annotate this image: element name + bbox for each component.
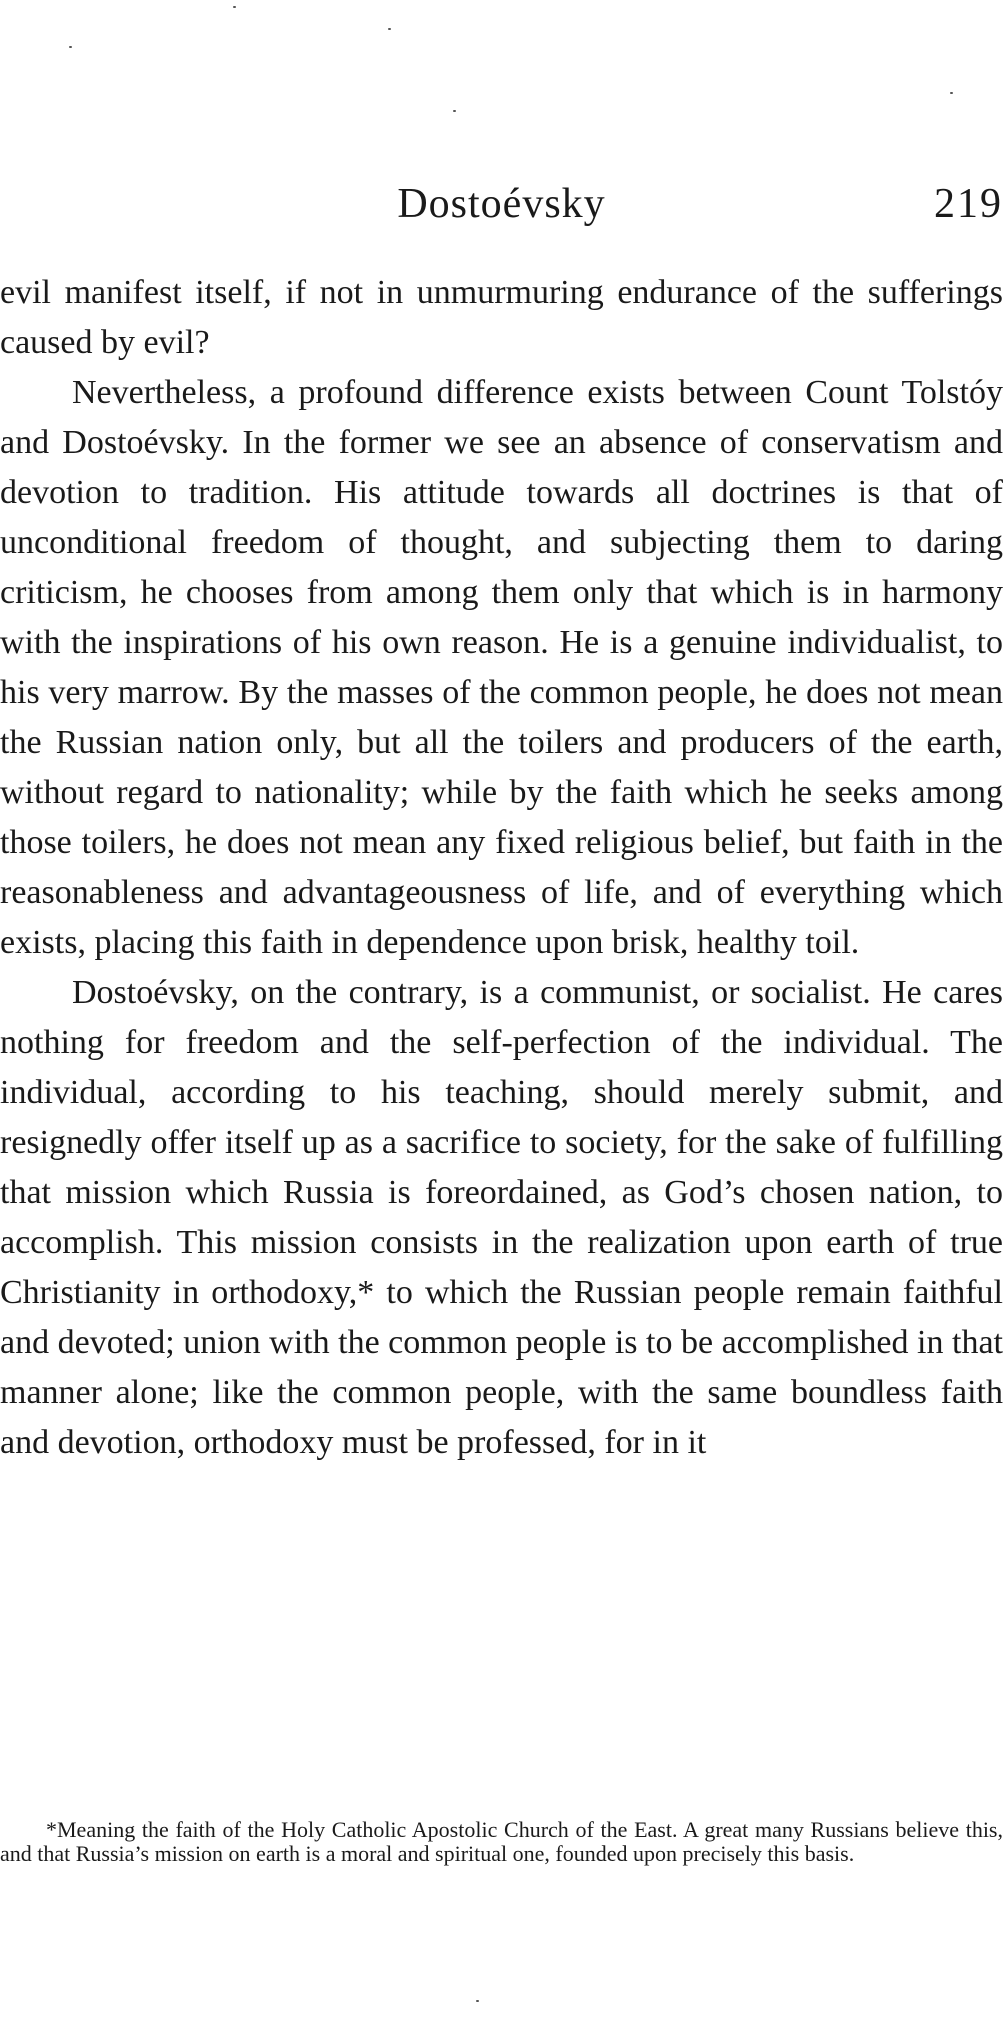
paragraph-continued: evil manifest itself, if not in unmurmuring endurance of the sufferings caused by evil?: [0, 274, 1003, 361]
page-number: 219: [934, 181, 1003, 227]
running-title: Dostoévsky: [397, 181, 606, 227]
paragraph-tolstoy: Nevertheless, a profound difference exists between Count Tolstóy and Dostoévsky. In the former we see an absence of conservatism and devotion to tradition. His attitude towards all doctrines is that of unconditional freedom of thought, and subjecting them to daring criticism, he chooses from among them only that which is in harmony with the inspirations of his own reason. He is a genuine individualist, to his very marrow. By the masses of the common people, he does not mean the Russian nation only, but all the toilers and producers of the earth, without regard to nationality; while by the faith which he seeks among those toilers, he does not mean any fixed religious belief, but faith in the reasonableness and advantageousness of life, and of everything which exists, placing this faith in dependence upon brisk, healthy toil.: [0, 374, 1003, 961]
running-head: [0, 180, 1003, 240]
scan-speck: [233, 6, 236, 8]
scan-speck: [476, 2000, 479, 2002]
scan-speck: [453, 110, 456, 112]
body-text: [0, 268, 1003, 1468]
scan-speck: [388, 28, 391, 30]
scan-speck: [950, 92, 953, 94]
scan-speck: [69, 46, 72, 48]
footnote: *Meaning the faith of the Holy Catholic Apostolic Church of the East. A great many Russians believe this, and that Russia’s mission on earth is a moral and spiritual one, founded upon precisely this basis.: [0, 1817, 1003, 1866]
paragraph-dostoevsky: Dostoévsky, on the contrary, is a communist, or socialist. He cares nothing for freedom and the self-perfection of the individual. The individual, according to his teaching, should merely submit, and resignedly offer itself up as a sacrifice to society, for the sake of fulfilling that mission which Russia is foreordained, as God’s chosen nation, to accomplish. This mission consists in the realization upon earth of true Christianity in orthodoxy,* to which the Russian people remain faithful and devoted; union with the common people is to be accomplished in that manner alone; like the common people, with the same boundless faith and devotion, orthodoxy must be professed, for in it: [0, 974, 1003, 1461]
